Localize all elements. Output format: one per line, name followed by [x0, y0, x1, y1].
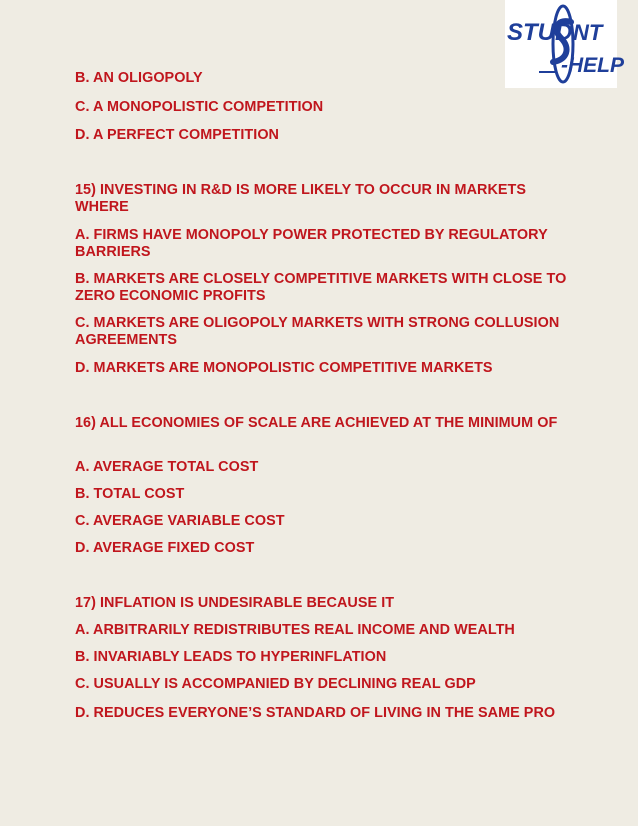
- logo-text-bottom: -HELP: [561, 54, 624, 77]
- q17-option-c: C. USUALLY IS ACCOMPANIED BY DECLINING REAL GDP: [75, 676, 476, 692]
- q14-option-d: D. A PERFECT COMPETITION: [75, 127, 280, 143]
- q17-option-b: B. INVARIABLY LEADS TO HYPERINFLATION: [75, 649, 387, 665]
- q16-question: 16) ALL ECONOMIES OF SCALE ARE ACHIEVED AT THE MINIMUM OF: [75, 415, 558, 431]
- q17-option-d: D. REDUCES EVERYONE’S STANDARD OF LIVING IN THE SAME PRO: [75, 705, 556, 721]
- q14-option-b: B. AN OLIGOPOLY: [75, 70, 203, 86]
- q16-option-b: B. TOTAL COST: [75, 486, 185, 502]
- q17-question: 17) INFLATION IS UNDESIRABLE BECAUSE IT: [75, 595, 395, 611]
- q15-option-a: A. FIRMS HAVE MONOPOLY POWER PROTECTED BY REGULATORY BARRIERS: [75, 227, 548, 260]
- q15-question: 15) INVESTING IN R&D IS MORE LIKELY TO OCCUR IN MARKETS WHERE: [75, 182, 527, 215]
- q15-option-b: B. MARKETS ARE CLOSELY COMPETITIVE MARKETS WITH CLOSE TO ZERO ECONOMIC PROFITS: [75, 271, 567, 304]
- logo-text-top-left: STUD: [507, 19, 573, 46]
- q16-option-d: D. AVERAGE FIXED COST: [75, 540, 255, 556]
- q17-option-a: A. ARBITRARILY REDISTRIBUTES REAL INCOME AND WEALTH: [75, 622, 515, 638]
- q14-option-c: C. A MONOPOLISTIC COMPETITION: [75, 99, 324, 115]
- q15-option-c: C. MARKETS ARE OLIGOPOLY MARKETS WITH STRONG COLLUSION AGREEMENTS: [75, 315, 560, 348]
- q15-option-d: D. MARKETS ARE MONOPOLISTIC COMPETITIVE MARKETS: [75, 360, 493, 376]
- logo-text-top-right: NT: [573, 20, 603, 45]
- q16-option-a: A. AVERAGE TOTAL COST: [75, 459, 259, 475]
- q16-option-c: C. AVERAGE VARIABLE COST: [75, 513, 285, 529]
